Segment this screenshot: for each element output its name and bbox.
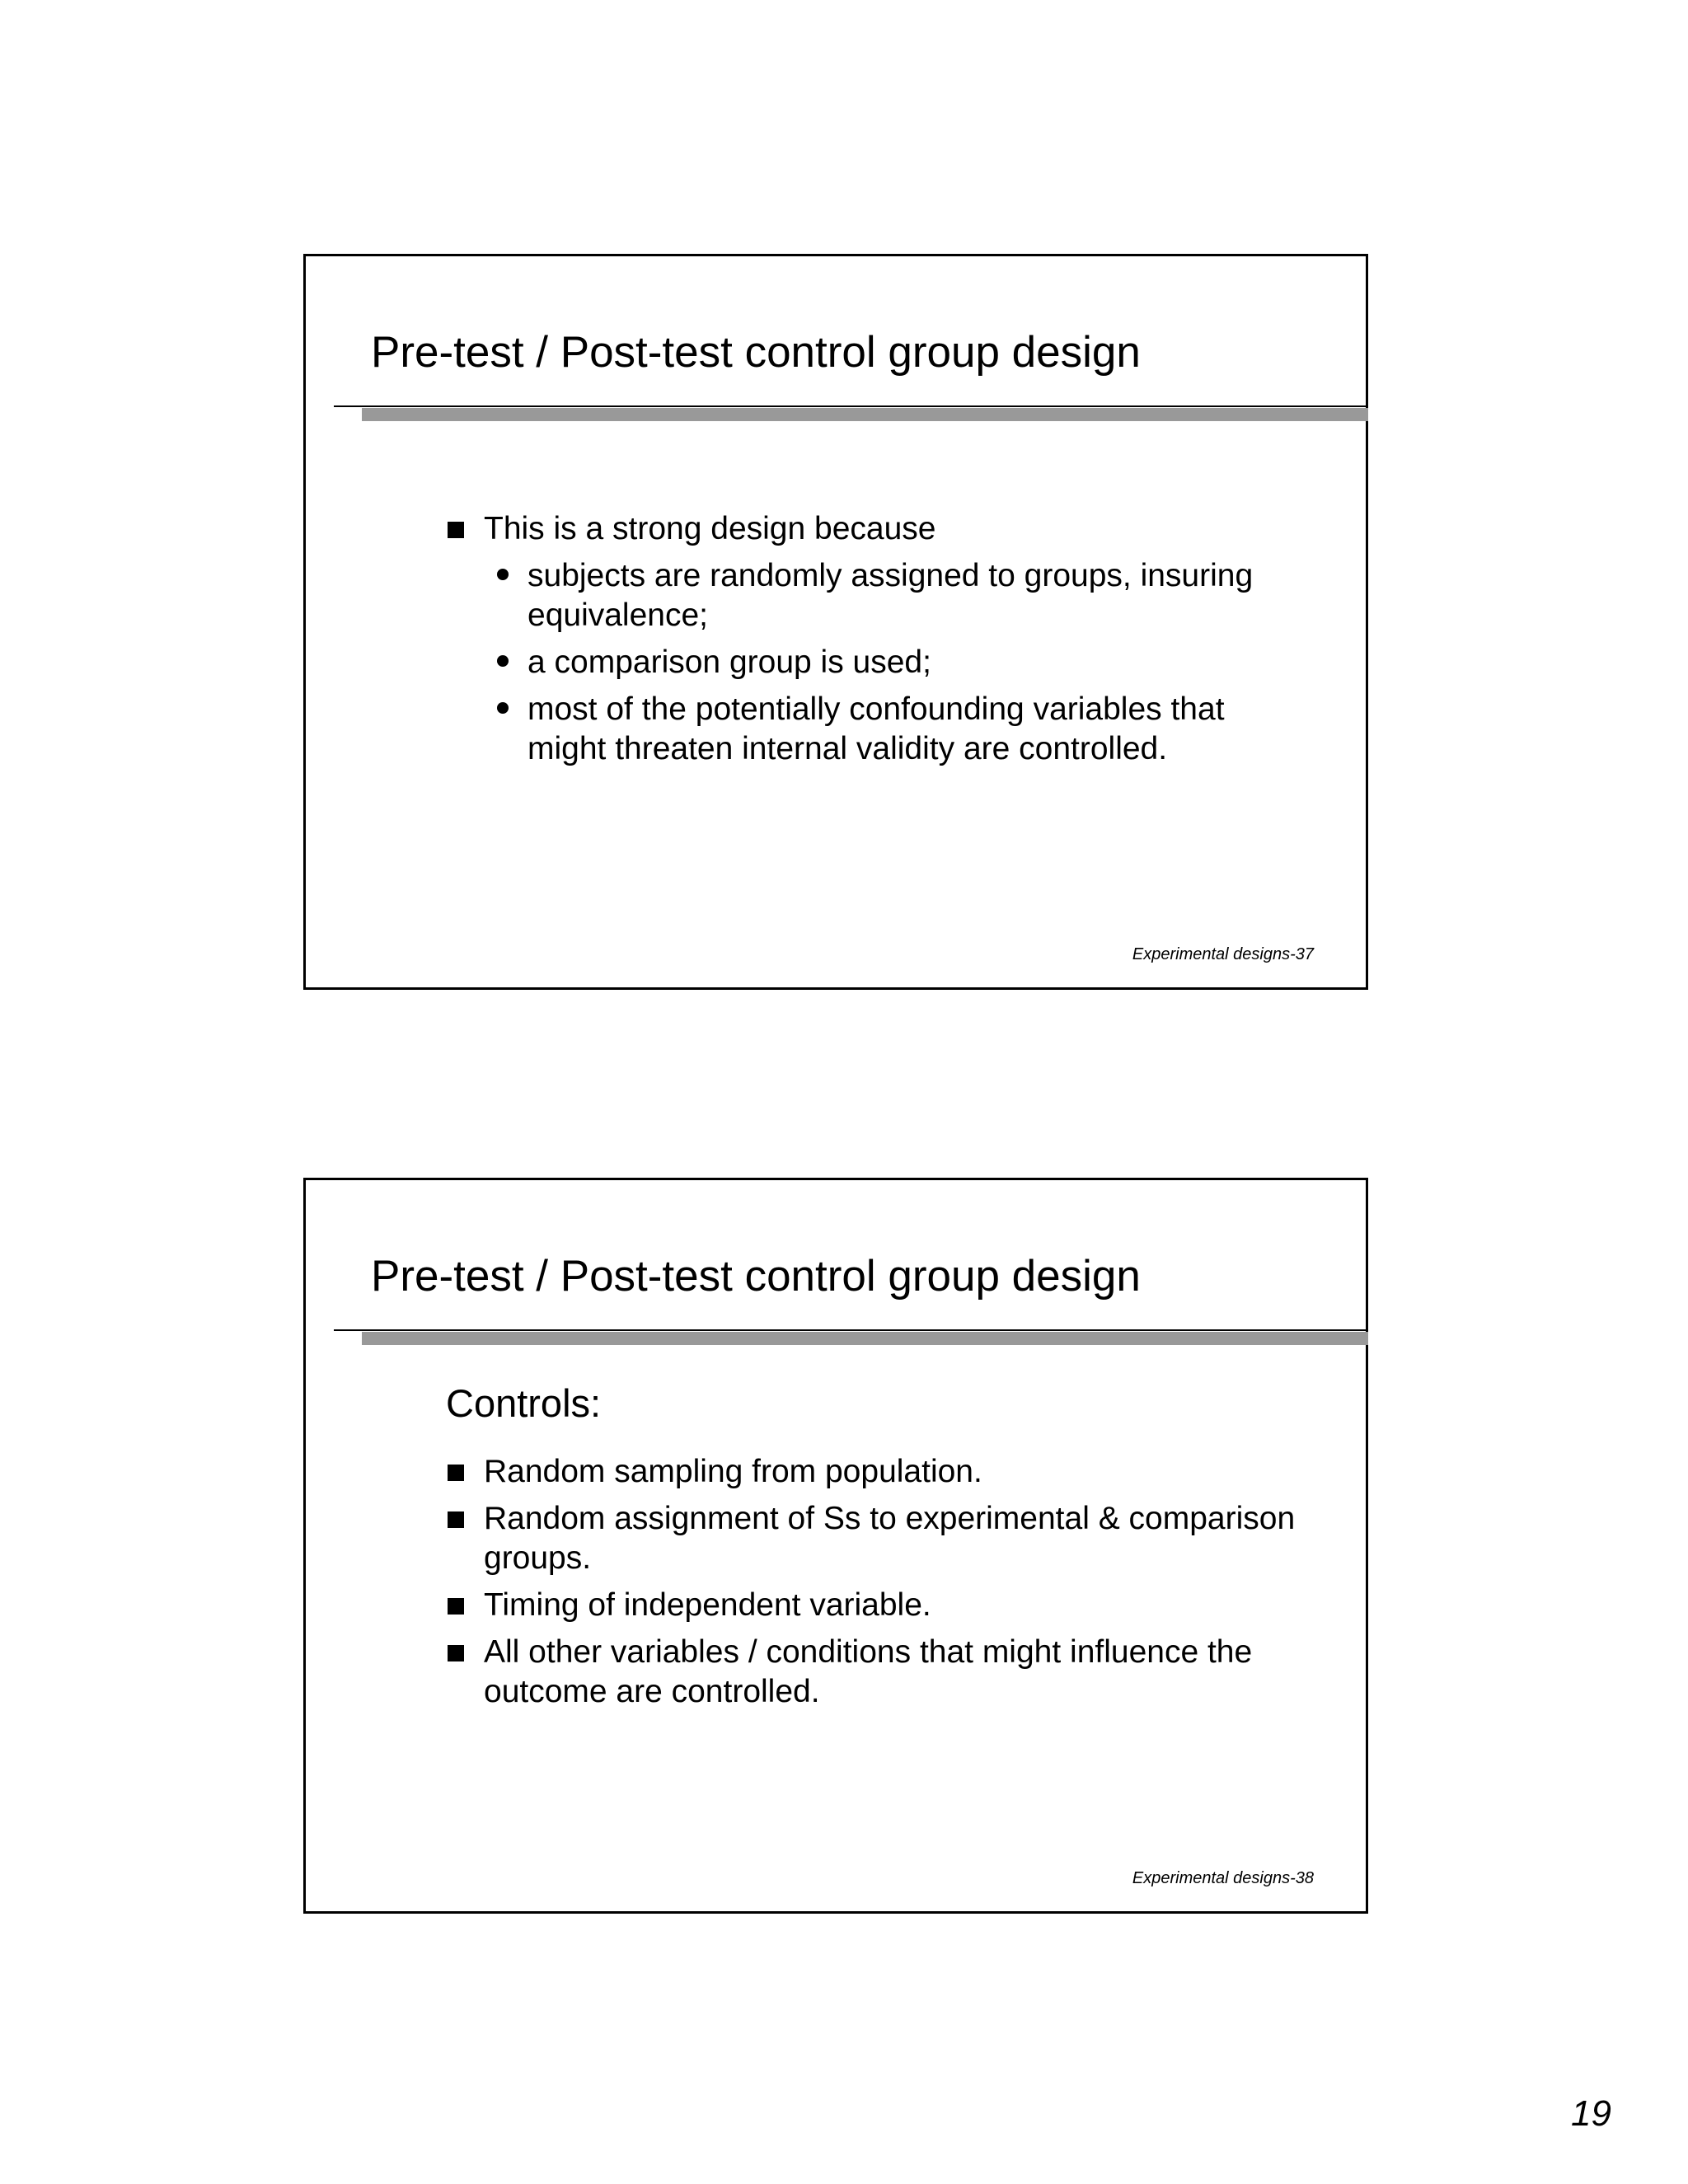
slide-title: Pre-test / Post-test control group design bbox=[371, 1252, 1141, 1301]
bullet-item bbox=[446, 509, 1303, 769]
round-bullet-icon bbox=[497, 569, 509, 580]
slide-37 bbox=[303, 254, 1368, 990]
round-bullet-icon bbox=[497, 702, 509, 714]
round-bullet-icon bbox=[497, 655, 509, 667]
title-rule bbox=[334, 1329, 1368, 1331]
bullet-item bbox=[446, 1586, 1303, 1625]
bullet-item bbox=[446, 1633, 1303, 1712]
title-bar bbox=[362, 1332, 1368, 1345]
bullet-text: Random assignment of Ss to experimental & comparison groups. bbox=[484, 1501, 1296, 1576]
bullet-text: Timing of independent variable. bbox=[484, 1587, 931, 1623]
sub-bullet-text: a comparison group is used; bbox=[528, 644, 931, 680]
sub-bullet-item bbox=[484, 556, 1303, 635]
square-bullet-icon bbox=[448, 1511, 464, 1528]
bullet-text: Random sampling from population. bbox=[484, 1454, 982, 1489]
bullet-item bbox=[446, 1452, 1303, 1492]
slide-footer: Experimental designs-37 bbox=[1132, 945, 1314, 963]
slide-title: Pre-test / Post-test control group design bbox=[371, 328, 1141, 377]
page-number: 19 bbox=[1571, 2093, 1611, 2134]
slide-38 bbox=[303, 1178, 1368, 1914]
sub-bullet-list bbox=[484, 556, 1303, 769]
sub-bullet-item bbox=[484, 690, 1303, 769]
square-bullet-icon bbox=[448, 1465, 464, 1481]
bullet-list bbox=[446, 509, 1303, 776]
bullet-item bbox=[446, 1499, 1303, 1578]
controls-heading: Controls: bbox=[446, 1381, 602, 1425]
bullet-list bbox=[446, 1452, 1303, 1719]
bullet-text: All other variables / conditions that might influence the outcome are controlled. bbox=[484, 1634, 1253, 1709]
square-bullet-icon bbox=[448, 522, 464, 538]
title-rule bbox=[334, 405, 1368, 407]
square-bullet-icon bbox=[448, 1598, 464, 1615]
square-bullet-icon bbox=[448, 1645, 464, 1661]
sub-bullet-text: most of the potentially confounding variables that might threaten internal validity are controlled. bbox=[528, 691, 1225, 766]
title-bar bbox=[362, 408, 1368, 421]
slide-footer: Experimental designs-38 bbox=[1132, 1869, 1314, 1887]
sub-bullet-text: subjects are randomly assigned to groups, insuring equivalence; bbox=[528, 558, 1254, 633]
sub-bullet-item bbox=[484, 643, 1303, 682]
bullet-text: This is a strong design because bbox=[484, 511, 936, 546]
